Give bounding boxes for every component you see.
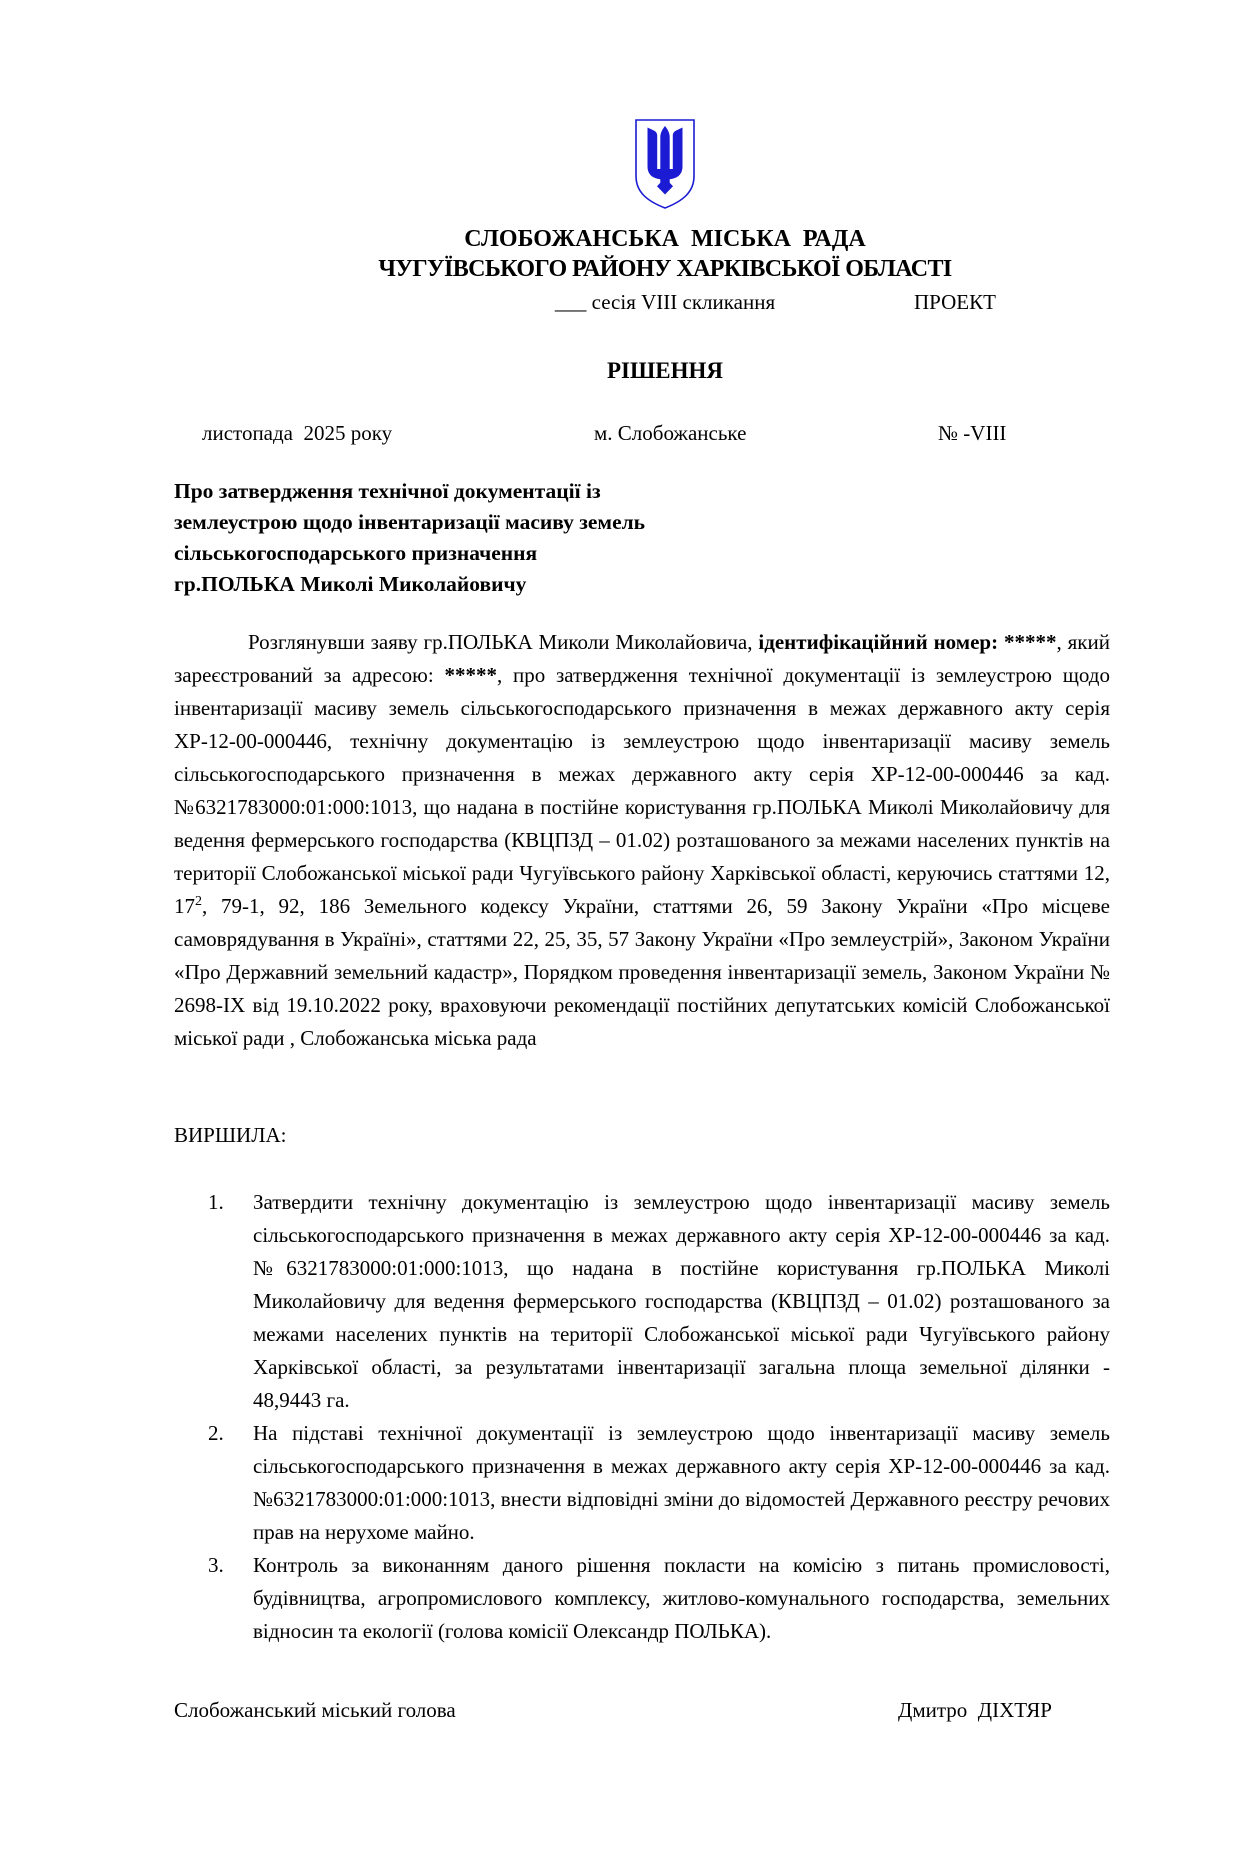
resolution-item-text: Контроль за виконанням даного рішення покласти на комісію з питань промисловості, будівництва, агропромислового комплексу, житлово-комунального господарства, земельних відносин та екології (голова комісії Олександр ПОЛЬКА). bbox=[253, 1553, 1110, 1643]
preamble-text: , про затвердження технічної документації із землеустрою щодо інвентаризації масиву земель сільськогосподарського призначення в межах державного акту серія ХР-12-00-000446, технічну документацію із землеустрою щодо інвентаризації масиву земель сільськогосподарського призначення в межах державного акту серія ХР-12-00-000446 за кад.№6321783000:01:000:1013, що надана в постійне користування гр.ПОЛЬКА Миколі Миколайовичу для ведення фермерського господарства (КВЦПЗД – 01.02) розташованого за межами населених пунктів на території Слобожанської міської ради Чугуївського району Харківської області, керуючись статтями 12, 17 bbox=[174, 663, 1110, 918]
resolution-item-text: Затвердити технічну документацію із землеустрою щодо інвентаризації масиву земель сільськогосподарського призначення в межах державного акту серія ХР-12-00-000446 за кад.№6321783000:01:000:1013, що надана в постійне користування гр.ПОЛЬКА Миколі Миколайовичу для ведення фермерського господарства (КВЦПЗД – 01.02) розташованого за межами населених пунктів на території Слобожанської міської ради Чугуївського району Харківської області, за результатами інвентаризації загальна площа земельної ділянки - 48,9443 га. bbox=[253, 1190, 1110, 1412]
signature-role: Слобожанський міський голова bbox=[174, 1698, 456, 1722]
subject-line: землеустрою щодо інвентаризації масиву земель bbox=[174, 510, 646, 534]
signature-row bbox=[174, 1698, 1110, 1731]
meta-row bbox=[174, 421, 1110, 454]
org-name-line1: СЛОБОЖАНСЬКА МІСЬКА РАДА bbox=[464, 226, 866, 252]
resolution-item-number: 1. bbox=[208, 1190, 224, 1214]
preamble-paragraph bbox=[174, 626, 1110, 1055]
doc-place: м. Слобожанське bbox=[594, 421, 747, 445]
org-name-line2: ЧУГУЇВСЬКОГО РАЙОНУ ХАРКІВСЬКОЇ ОБЛАСТІ bbox=[378, 256, 952, 282]
resolved-label: ВИРШИЛА: bbox=[174, 1123, 287, 1147]
preamble-bold-id-number: ідентифікаційний номер: ***** bbox=[758, 630, 1057, 654]
preamble-text: Розглянувши заяву гр.ПОЛЬКА Миколи Миколайовича, bbox=[248, 630, 759, 654]
preamble-bold-address-mask: ***** bbox=[444, 663, 497, 687]
resolution-item bbox=[208, 1549, 1110, 1648]
preamble-text: , 79-1, 92, 186 Земельного кодексу України, статтями 26, 59 Закону України «Про місцеве самоврядування в Україні», статтями 22, 25, 35, 57 Закону України «Про землеустрій», Законом України «Про Державний земельний кадастр», Порядком проведення інвентаризації земель, Законом України № 2698-ІХ від 19.10.2022 року, враховуючи рекомендації постійних депутатських комісій Слобожанської міської ради , Слобожанська міська рада bbox=[174, 894, 1110, 1050]
doc-type-title: РІШЕННЯ bbox=[607, 358, 723, 383]
doc-date: листопада 2025 року bbox=[202, 421, 393, 445]
subject-block bbox=[174, 476, 874, 600]
signature-name: Дмитро ДІХТЯР bbox=[898, 1698, 1052, 1722]
resolution-item-number: 3. bbox=[208, 1553, 224, 1577]
resolution-item-text: На підставі технічної документації із землеустрою щодо інвентаризації масиву земель сільськогосподарського призначення в межах державного акту серія ХР-12-00-000446 за кад.№6321783000:01:000:1013, внести відповідні зміни до відомостей Державного реєстру речових прав на нерухоме майно. bbox=[253, 1421, 1110, 1544]
preamble-text: , який зареєстрований за адресою: bbox=[174, 630, 1110, 687]
subject-line: Про затвердження технічної документації із bbox=[174, 479, 601, 503]
resolution-item-number: 2. bbox=[208, 1421, 224, 1445]
session-row bbox=[197, 289, 1133, 315]
resolution-item bbox=[208, 1186, 1110, 1417]
resolution-list bbox=[0, 1186, 1240, 1648]
resolution-item bbox=[208, 1417, 1110, 1549]
document-page bbox=[0, 118, 1240, 1731]
doc-number: № -VIII bbox=[938, 421, 1007, 445]
article-superscript: 2 bbox=[195, 894, 202, 909]
ukraine-trident-emblem-icon bbox=[634, 118, 696, 210]
subject-line: гр.ПОЛЬКА Миколі Миколайовичу bbox=[174, 572, 527, 596]
document-header bbox=[197, 118, 1133, 385]
subject-line: сільськогосподарського призначення bbox=[174, 541, 538, 565]
emblem-wrap bbox=[197, 118, 1133, 212]
session-line: ___ сесія VIII скликання bbox=[554, 290, 776, 314]
project-label: ПРОЕКТ bbox=[914, 290, 996, 314]
